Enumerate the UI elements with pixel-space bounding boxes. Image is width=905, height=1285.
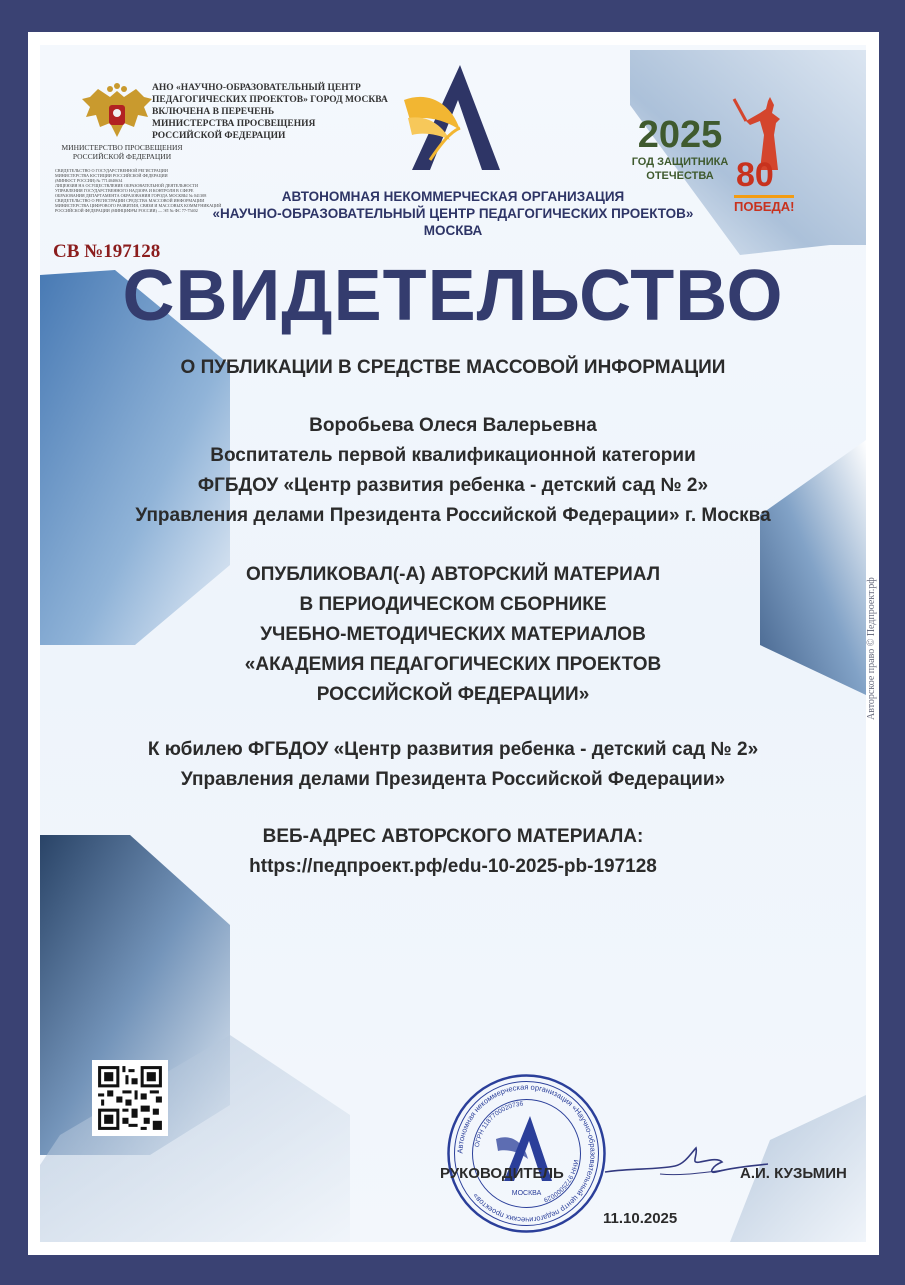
ministry-caption-line: РОССИЙСКОЙ ФЕДЕРАЦИИ xyxy=(72,152,172,161)
org-line: «НАУЧНО-ОБРАЗОВАТЕЛЬНЫЙ ЦЕНТР ПЕДАГОГИЧЕСКИХ ПРОЕКТОВ» xyxy=(212,206,694,221)
recipient-name: Воробьева Олеся Валерьевна xyxy=(309,415,597,436)
page-title: СВИДЕТЕЛЬСТВО xyxy=(122,256,784,336)
material-block xyxy=(40,735,866,795)
registration-line: ОБРАЗОВАНИЯ ДЕПАРТАМЕНТА ОБРАЗОВАНИЯ ГОРОДА МОСКВЫ № 041308 xyxy=(55,193,207,198)
subtitle-block xyxy=(40,353,866,383)
recipient-org: ФГБДОУ «Центр развития ребенка - детский сад № 2» xyxy=(197,475,709,496)
pobeda-number: 80 xyxy=(736,156,774,194)
stamp-ogrn: ОГРН 1187700020736 xyxy=(473,1100,524,1148)
qr-code-icon[interactable] xyxy=(92,1060,168,1136)
stamp-ring-text: Автономная некоммерческая организация «Научно-образовательный центр педагогических проектов» xyxy=(455,1082,598,1225)
coat-of-arms-icon xyxy=(80,83,155,145)
certificate-number: СВ №197128 xyxy=(53,241,161,262)
copyright-note: Авторское право © Педпроект.рф xyxy=(866,577,877,720)
stamp-icon xyxy=(444,1071,609,1236)
director-label: РУКОВОДИТЕЛЬ xyxy=(440,1165,564,1182)
web-block xyxy=(40,822,866,882)
registration-line: СВИДЕТЕЛЬСТВО О ГОСУДАРСТВЕННОЙ РЕГИСТРАЦИИ xyxy=(55,168,168,173)
ministry-line: РОССИЙСКОЙ ФЕДЕРАЦИИ xyxy=(152,131,286,141)
year-subtitle xyxy=(630,155,730,183)
registration-line: СВИДЕТЕЛЬСТВО О РЕГИСТРАЦИИ СРЕДСТВА МАССОВОЙ ИНФОРМАЦИИ xyxy=(55,198,205,203)
year-subtitle-line: ГОД ЗАЩИТНИКА xyxy=(631,156,729,168)
published-line: «АКАДЕМИЯ ПЕДАГОГИЧЕСКИХ ПРОЕКТОВ xyxy=(244,654,662,675)
issue-date: 11.10.2025 xyxy=(603,1210,678,1227)
registration-line: ЛИЦЕНЗИЯ НА ОСУЩЕСТВЛЕНИЕ ОБРАЗОВАТЕЛЬНОЙ ДЕЯТЕЛЬНОСТИ xyxy=(55,183,198,188)
recipient-block xyxy=(40,411,866,531)
registration-line: УПРАВЛЕНИЯ ГОСУДАРСТВЕННОГО НАДЗОРА И КОНТРОЛЯ В СФЕРЕ xyxy=(55,188,194,193)
web-label: ВЕБ-АДРЕС АВТОРСКОГО МАТЕРИАЛА: xyxy=(262,826,644,847)
recipient-position: Воспитатель первой квалификационной категории xyxy=(210,445,696,466)
registration-line: МИНИСТЕРСТВА ЦИФРОВОГО РАЗВИТИЯ, СВЯЗИ И МАССОВЫХ КОММУНИКАЦИЙ xyxy=(55,203,222,208)
recipient-org-parent: Управления делами Президента Российской Федерации» г. Москва xyxy=(135,505,771,526)
ministry-info xyxy=(152,82,392,142)
year-subtitle-line: ОТЕЧЕСТВА xyxy=(646,170,714,182)
year-number: 2025 xyxy=(637,114,723,156)
pobeda-badge xyxy=(730,95,810,225)
org-line: АВТОНОМНАЯ НЕКОММЕРЧЕСКАЯ ОРГАНИЗАЦИЯ xyxy=(281,189,625,204)
subtitle: О ПУБЛИКАЦИИ В СРЕДСТВЕ МАССОВОЙ ИНФОРМАЦИИ xyxy=(180,357,726,378)
material-title: Управления делами Президента Российской Федерации» xyxy=(180,769,726,790)
registration-line: РОССИЙСКОЙ ФЕДЕРАЦИИ (МИНЦИФРЫ РОССИИ) — ЭЛ № ФС 77-75402 xyxy=(55,208,198,213)
pobeda-label: ПОБЕДА! xyxy=(734,195,794,214)
ministry-line: ПЕДАГОГИЧЕСКИХ ПРОЕКТОВ» ГОРОД МОСКВА xyxy=(152,95,388,105)
org-line: МОСКВА xyxy=(423,223,483,238)
web-url[interactable]: https://педпроект.рф/edu-10-2025-pb-197128 xyxy=(249,856,657,877)
year-badge xyxy=(630,115,730,183)
ministry-caption-line: МИНИСТЕРСТВО ПРОСВЕЩЕНИЯ xyxy=(61,143,183,152)
registration-info xyxy=(55,168,230,213)
stamp-city: МОСКВА xyxy=(511,1190,542,1197)
certificate-sheet xyxy=(40,45,866,1242)
registration-line: МИНИСТЕРСТВА ЮСТИЦИИ РОССИЙСКОЙ ФЕДЕРАЦИИ xyxy=(55,173,168,178)
published-block xyxy=(40,560,866,710)
published-line: УЧЕБНО-МЕТОДИЧЕСКИХ МАТЕРИАЛОВ xyxy=(260,624,646,645)
ministry-line: ВКЛЮЧЕНА В ПЕРЕЧЕНЬ xyxy=(152,107,275,117)
registration-line: (МИНЮСТ РОССИИ) № 7714040634 xyxy=(55,178,123,183)
director-name: А.И. КУЗЬМИН xyxy=(740,1165,847,1182)
ministry-line: МИНИСТЕРСТВА ПРОСВЕЩЕНИЯ xyxy=(152,119,316,129)
ministry-line: АНО «НАУЧНО-ОБРАЗОВАТЕЛЬНЫЙ ЦЕНТР xyxy=(152,83,361,93)
org-name xyxy=(210,188,696,239)
published-line: В ПЕРИОДИЧЕСКОМ СБОРНИКЕ xyxy=(299,594,607,615)
stamp-inn: ИНН 9725000029 xyxy=(542,1159,580,1204)
ministry-caption xyxy=(54,143,190,161)
published-line: ОПУБЛИКОВАЛ(-А) АВТОРСКИЙ МАТЕРИАЛ xyxy=(245,564,661,585)
material-title: К юбилею ФГБДОУ «Центр развития ребенка - детский сад № 2» xyxy=(147,739,759,760)
org-logo-icon xyxy=(400,60,510,175)
published-line: РОССИЙСКОЙ ФЕДЕРАЦИИ» xyxy=(316,684,590,705)
